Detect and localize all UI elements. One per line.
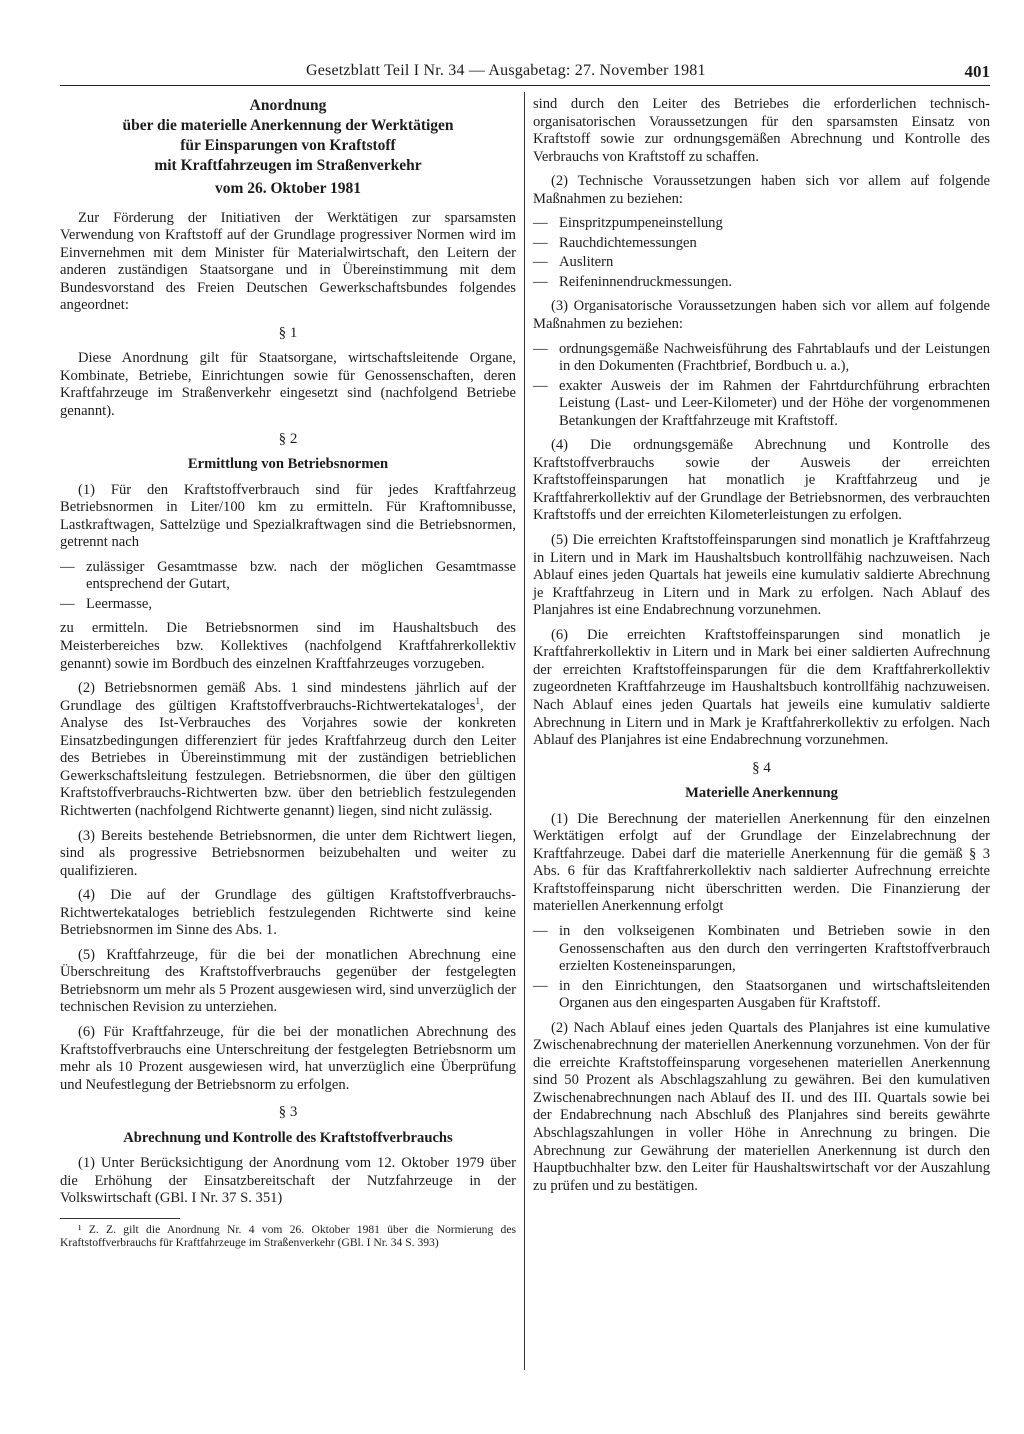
list-item: — zulässiger Gesamtmasse bzw. nach der möglichen Gesamtmasse entsprechend der Gutart, <box>60 559 516 594</box>
list-item: — exakter Ausweis der im Rahmen der Fahrtdurchführung erbrachten Leistung (Last- und Leer-Kilometer) und der Höhe der vorgenommenen Betankungen der Kraftfahrzeuge mit Kraftstoff. <box>533 378 990 431</box>
section-3-paragraph-4: (4) Die ordnungsgemäße Abrechnung und Kontrolle des Kraftstoffverbrauchs sowie der Ausweis der erreichten Kraftstoffeinsparungen hat monatlich je Kraftfahrzeug und je Kraftfahrerkollektiv auf der Grundlage der Betriebsnormen, des verbrauchten Kraftstoffs und der erreichten Kilometerleistungen zu erfolgen. <box>533 437 990 524</box>
section-3-paragraph-1-continued: sind durch den Leiter des Betriebes die erforderlichen technisch-organisatorischen Voraussetzungen für den sparsamsten Einsatz von Kraftstoff sowie zur ordnungsgemäßen Abrechnung und Kontrolle des Verbrauchs von Kraftstoff zu schaffen. <box>533 96 990 165</box>
list-item: — Einspritzpumpeneinstellung <box>533 215 990 233</box>
header-text: Gesetzblatt Teil I Nr. 34 — Ausgabetag: 27. November 1981 <box>306 62 706 79</box>
section-3-paragraph-2: (2) Technische Voraussetzungen haben sich vor allem auf folgende Maßnahmen zu beziehen: <box>533 173 990 207</box>
column-divider <box>524 92 525 1370</box>
list-item: — Auslitern <box>533 254 990 272</box>
section-3-number: § 3 <box>278 1104 298 1121</box>
page-header <box>60 62 990 84</box>
page-number: 401 <box>964 62 990 81</box>
list-item: — Rauchdichtemessungen <box>533 235 990 253</box>
section-4-number: § 4 <box>752 759 771 776</box>
section-4-heading: Materielle Anerkennung <box>685 785 838 802</box>
title-line: mit Kraftfahrzeugen im Straßenverkehr <box>154 157 422 174</box>
title-line: für Einsparungen von Kraftstoff <box>180 137 396 154</box>
left-column <box>60 96 516 1256</box>
section-2-heading: Ermittlung von Betriebsnormen <box>187 456 389 473</box>
section-4-paragraph-2: (2) Nach Ablauf eines jeden Quartals des Planjahres ist eine kumulative Zwischenabrechnung der materiellen Anerkennung vorzunehmen. Von der für die erreichte Kraftstoffeinsparung vorgesehenen materiellen Anerkennung sind 50 Prozent als Abschlagszahlung zu gewähren. Bei den kumulativen Zwischenabrechnungen nach Ablauf des II. und des III. Quartals sowie bei der Endabrechnung nach Abschluß des Planjahres sind bereits gewährte Abschlagszahlungen in voller Höhe in Anrechnung zu bringen. Die Abrechnung zur Gewährung der materiellen Anerkennung ist durch den Hauptbuchhalter bzw. den Leiter für Haushaltswirtschaft vor der Auszahlung zu prüfen und zu bestätigen. <box>533 1019 990 1194</box>
section-2-paragraph-4: (4) Die auf der Grundlage des gültigen Kraftstoffverbrauchs-Richtwertekataloges betrieblich festzulegenden Richtwerte sind keine Betriebsnormen im Sinne des Abs. 1. <box>60 887 516 939</box>
footnote-rule <box>60 1218 180 1219</box>
section-2-paragraph-1-continued: zu ermitteln. Die Betriebsnormen sind im Haushaltsbuch des Meisterbereiches bzw. Kollektives (nachfolgend Kraftfahrerkollektiv genannt) sowie im Bordbuch des einzelnen Kraftfahrzeuges vorzugeben. <box>60 620 516 672</box>
footnote-marker: 1 <box>475 695 480 706</box>
list-item: — in den Einrichtungen, den Staatsorganen und wirtschaftsleitenden Organen aus den eingesparten Ausgaben für Kraftstoff. <box>533 978 990 1013</box>
paragraph-text: , der Analyse des Ist-Verbrauches des Vorjahres sowie der konkreten Einsatzbedingungen differenziert für jedes Kraftfahrzeug durch den Leiter des Betriebes in Übereinstimmung mit der zuständigen betrieblichen Gewerkschaftsleitung festzulegen. Betriebsnormen, die über den gültigen Kraftstoffverbrauchs-Richtwerten bzw. über den betrieblich festzulegenden Richtwerten (nachfolgend Richtwerte genannt) liegen, sind nicht zulässig. <box>60 697 516 819</box>
section-1-number: § 1 <box>278 324 298 341</box>
section-2-paragraph-3: (3) Bereits bestehende Betriebsnormen, die unter dem Richtwert liegen, sind als progressive Betriebsnormen beizubehalten und weiter zu qualifizieren. <box>60 827 516 879</box>
preamble: Zur Förderung der Initiativen der Werktätigen zur sparsamsten Verwendung von Kraftstoff auf der Grundlage progressiver Normen wird im Einvernehmen mit dem Minister für Materialwirtschaft, den Leitern der anderen zuständigen Staatsorgane und in Übereinstimmung mit dem Bundesvorstand des Freien Deutschen Gewerkschaftsbundes folgendes angeordnet: <box>60 209 516 314</box>
section-4-list <box>533 923 990 1013</box>
section-2-number: § 2 <box>278 430 298 447</box>
section-3-paragraph-5: (5) Die erreichten Kraftstoffeinsparungen sind monatlich je Kraftfahrzeug in Litern und in Mark im Haushaltsbuch kontrollfähig nachzuweisen. Nach Ablauf eines jeden Quartals hat jeweils eine kumulativ saldierte Abrechnung je Kraftfahrzeug in Litern und in Mark zu erfolgen. Nach Ablauf des Planjahres ist eine Endabrechnung vorzunehmen. <box>533 532 990 619</box>
list-item: — Leermasse, <box>60 596 516 614</box>
section-2-paragraph-5: (5) Kraftfahrzeuge, für die bei der monatlichen Abrechnung eine Überschreitung des Kraftstoffverbrauchs gegenüber der festgelegten Betriebsnorm um mehr als 5 Prozent ausgewiesen wird, sind unverzüglich der technischen Revision zu unterziehen. <box>60 946 516 1016</box>
paragraph-text: (2) Betriebsnormen gemäß Abs. 1 sind mindestens jährlich auf der Grundlage des gültigen Kraftstoffverbrauchs-Richtwertekataloges <box>60 680 516 714</box>
title-line: Anordnung <box>249 97 327 114</box>
header-rule <box>60 85 990 86</box>
section-1-text: Diese Anordnung gilt für Staatsorgane, wirtschaftsleitende Organe, Kombinate, Betriebe, Einrichtungen sowie für Genossenschaften, deren Kraftfahrzeuge im Straßenverkehr eingesetzt sind (nachfolgend Betriebe genannt). <box>60 350 516 420</box>
section-2-paragraph-2 <box>60 680 516 820</box>
title-line: über die materielle Anerkennung der Werktätigen <box>122 117 454 134</box>
document-date: vom 26. Oktober 1981 <box>214 180 362 197</box>
right-column <box>533 96 990 1202</box>
list-item: — ordnungsgemäße Nachweisführung des Fahrtablaufs und der Leistungen in den Dokumenten (Frachtbrief, Bordbuch u. a.), <box>533 341 990 376</box>
list-item: — Reifeninnendruckmessungen. <box>533 274 990 292</box>
section-3-paragraph-1: (1) Unter Berücksichtigung der Anordnung vom 12. Oktober 1979 über die Erhöhung der Einsatzbereitschaft der Nutzfahrzeuge in der Volkswirtschaft (GBl. I Nr. 37 S. 351) <box>60 1155 516 1207</box>
section-3-heading: Abrechnung und Kontrolle des Kraftstoffverbrauchs <box>123 1129 453 1146</box>
section-3-technical-list <box>533 215 990 291</box>
section-2-paragraph-6: (6) Für Kraftfahrzeuge, für die bei der monatlichen Abrechnung des Kraftstoffverbrauchs eine Unterschreitung der festgelegten Betriebsnorm um mehr als 10 Prozent ausgewiesen wird, hat unverzüglich eine Überprüfung und Neufestlegung der Betriebsnorm zu erfolgen. <box>60 1023 516 1093</box>
section-2-paragraph-1: (1) Für den Kraftstoffverbrauch sind für jedes Kraftfahrzeug Betriebsnormen in Liter/100 km zu ermitteln. Für Kraftomnibusse, Lastkraftwagen, Sattelzüge und Spezialkraftwagen sind die Betriebsnormen, getrennt nach <box>60 481 516 551</box>
document-title <box>60 96 516 176</box>
section-3-paragraph-3: (3) Organisatorische Voraussetzungen haben sich vor allem auf folgende Maßnahmen zu beziehen: <box>533 298 990 333</box>
section-2-list <box>60 559 516 614</box>
section-4-paragraph-1: (1) Die Berechnung der materiellen Anerkennung für den einzelnen Werktätigen erfolgt auf der Grundlage der Einzelabrechnung der Kraftfahrzeuge. Dabei darf die materielle Anerkennung für die gemäß § 3 Abs. 6 für das Kraftfahrerkollektiv nach saldierter Aufrechnung erreichte Kraftstoffeinsparung nicht überschritten werden. Die Finanzierung der materiellen Anerkennung erfolgt <box>533 810 990 915</box>
footnote: ¹ Z. Z. gilt die Anordnung Nr. 4 vom 26. Oktober 1981 über die Normierung des Kraftstoffverbrauchs für Kraftfahrzeuge im Straßenverkehr (GBl. I Nr. 34 S. 393) <box>60 1222 516 1250</box>
section-3-paragraph-6: (6) Die erreichten Kraftstoffeinsparungen sind monatlich je Kraftfahrerkollektiv in Litern und in Mark bei einer saldierten Aufrechnung der erreichten Kraftstoffeinsparungen für die dem Kraftfahrerkollektiv zugeordneten Kraftfahrzeuge im Haushaltsbuch kontrollfähig nachzuweisen. Nach Ablauf eines jeden Quartals hat jeweils eine kumulativ saldierte Abrechnung in Litern und in Mark je Kraftfahrerkollektiv zu erfolgen. Nach Ablauf des Planjahres ist eine Endabrechnung vorzunehmen. <box>533 626 990 749</box>
section-3-organisational-list <box>533 341 990 431</box>
list-item: — in den volkseigenen Kombinaten und Betrieben sowie in den Genossenschaften aus den durch den verringerten Kraftstoffverbrauch erzielten Kosteneinsparungen, <box>533 923 990 976</box>
